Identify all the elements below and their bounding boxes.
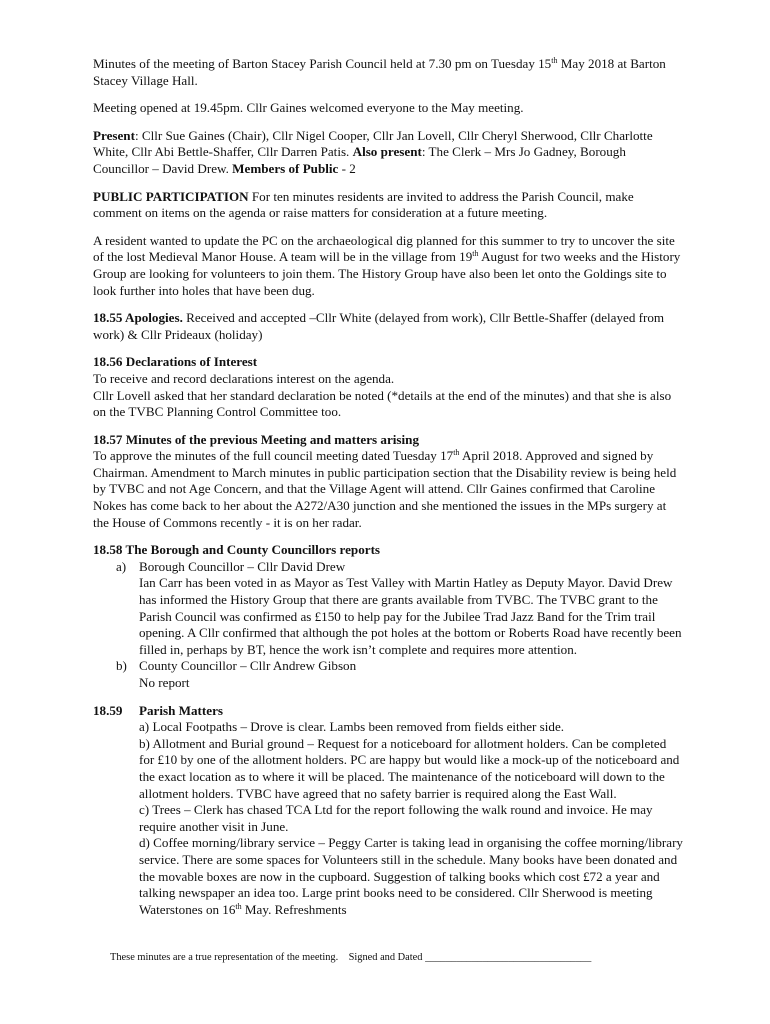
- superscript: th: [551, 56, 558, 65]
- list-item: [93, 658, 683, 691]
- members-public-text: - 2: [338, 160, 356, 176]
- apologies-section: [93, 310, 683, 343]
- page-footer: These minutes are a true representation of the meeting. Signed and Dated ________________________________: [110, 952, 592, 963]
- list-item-title: County Councillor – Cllr Andrew Gibson: [139, 658, 357, 674]
- minutes-previous-heading: 18.57 Minutes of the previous Meeting and matters arising: [93, 431, 419, 447]
- list-item: [93, 559, 683, 659]
- declarations-text: To receive and record declarations interest on the agenda.: [93, 370, 395, 386]
- councillors-section: [93, 542, 683, 691]
- apologies-text: Received and accepted –Cllr White (delayed from work), Cllr Bettle-Shaffer (delayed from work) & Cllr Prideaux (holiday): [93, 310, 665, 342]
- list-marker: a): [116, 558, 127, 574]
- public-participation-text: For ten minutes residents are invited to address the Parish Council, make comment on items on the agenda or raise matters for consideration at a future meeting.: [93, 188, 634, 221]
- list-marker: b): [116, 658, 127, 674]
- councillors-heading: 18.58 The Borough and County Councillors reports: [93, 542, 381, 558]
- list-item-title: Borough Councillor – Cllr David Drew: [139, 558, 346, 574]
- resident-update: [93, 233, 683, 299]
- parish-item-allotment: b) Allotment and Burial ground – Request for a noticeboard for allotment holders. Can be completed for £10 by one of the allotment holders. PC are happy but would like a mock-up of the noticeboard and the exact location as to where it will be placed. The maintenance of the noticeboard will down to the allotment holders. TVBC have agreed that no safety barrier is required along the East Wall.: [139, 735, 680, 801]
- also-present-label: Also present: [352, 144, 422, 160]
- also-present-text: : The Clerk – Mrs Jo Gadney, Borough Councillor – David Drew.: [93, 144, 626, 176]
- public-participation: [93, 189, 683, 222]
- coffee-morning-text: d) Coffee morning/library service – Peggy Carter is taking lead in organising the coffee morning/library service. There are some spaces for Volunteers still in the schedule. Many books have been donated and the movable boxes are now in the cupboard. Suggestion of talking books which cost £72 a year and talking newspaper an idea too. Large print books need to be considered. Cllr Sherwood is meeting Waterstones on 16: [139, 835, 683, 917]
- list-item-text: No report: [139, 675, 190, 690]
- parish-item-coffee-morning: [139, 835, 683, 918]
- intro-paragraph: [93, 56, 683, 89]
- members-public-label: Members of Public: [232, 160, 339, 176]
- minutes-previous-text-cont: April 2018. Approved and signed by Chairman. Amendment to March minutes in public participation section that the Disability review is being held by TVBC and not Age Concern, and that the Village Agent will attend. Cllr Gaines confirmed that Caroline Nokes has come back to her about the A272/A30 junction and she mentioned the issues in the MPs surgery at the House of Commons recently - it is on her radar.: [93, 448, 677, 530]
- declarations-heading: 18.56 Declarations of Interest: [93, 354, 258, 370]
- declarations-text-2: Cllr Lovell asked that her standard declaration be noted (*details at the end of the minutes) and that she is also on the TVBC Planning Control Committee too.: [93, 387, 672, 420]
- apologies-heading: 18.55 Apologies.: [93, 310, 183, 326]
- minutes-previous-section: [93, 432, 683, 532]
- meeting-opened: Meeting opened at 19.45pm. Cllr Gaines welcomed everyone to the May meeting.: [93, 100, 524, 116]
- parish-matters-heading: Parish Matters: [139, 702, 223, 718]
- coffee-morning-text-cont: May. Refreshments: [241, 901, 347, 917]
- present-label: Present: [93, 127, 135, 143]
- public-participation-label: PUBLIC PARTICIPATION: [93, 188, 249, 204]
- resident-text-cont: August for two weeks and the History Group are looking for volunteers to join them. The History Group have also been let onto the Goldings site to look further into holes that have been dug.: [93, 249, 681, 298]
- superscript: th: [235, 901, 242, 911]
- superscript: th: [472, 249, 479, 259]
- section-number: 18.59: [93, 702, 123, 718]
- document-page: [93, 56, 683, 918]
- minutes-previous-text: To approve the minutes of the full council meeting dated Tuesday 17: [93, 448, 454, 464]
- parish-item-footpaths: a) Local Footpaths – Drove is clear. Lambs been removed from fields either side.: [139, 719, 565, 735]
- list-item-text: Ian Carr has been voted in as Mayor as Test Valley with Martin Hatley as Deputy Mayor. David Drew has informed the History Group that there are grants available from TVBC. The TVBC grant to the Parish Council was confirmed as £150 to help pay for the Jubilee Trad Jazz Band for the Trim trail opening. A Cllr confirmed that although the pot holes at the bottom or Roberts Road have recently been filled in, perhaps by BT, hence the work isn’t complete and requires more attention.: [139, 575, 682, 657]
- intro-text-cont: May 2018 at Barton Stacey Village Hall.: [93, 56, 666, 88]
- present-paragraph: [93, 128, 683, 178]
- superscript: th: [453, 448, 460, 458]
- resident-text: A resident wanted to update the PC on the archaeological dig planned for this summer to try to uncover the site of the lost Medieval Manor House. A team will be in the village from 19: [93, 232, 675, 265]
- parish-matters-section: [93, 703, 683, 919]
- present-text: : Cllr Sue Gaines (Chair), Cllr Nigel Cooper, Cllr Jan Lovell, Cllr Cheryl Sherwood, Cllr Charlotte White, Cllr Abi Bettle-Shaffer, Cllr Darren Patis.: [93, 127, 653, 160]
- parish-item-trees: c) Trees – Clerk has chased TCA Ltd for the report following the walk round and invoice. He may require another visit in June.: [139, 802, 653, 834]
- declarations-section: [93, 354, 683, 420]
- intro-text: Minutes of the meeting of Barton Stacey Parish Council held at 7.30 pm on Tuesday 15: [93, 56, 552, 71]
